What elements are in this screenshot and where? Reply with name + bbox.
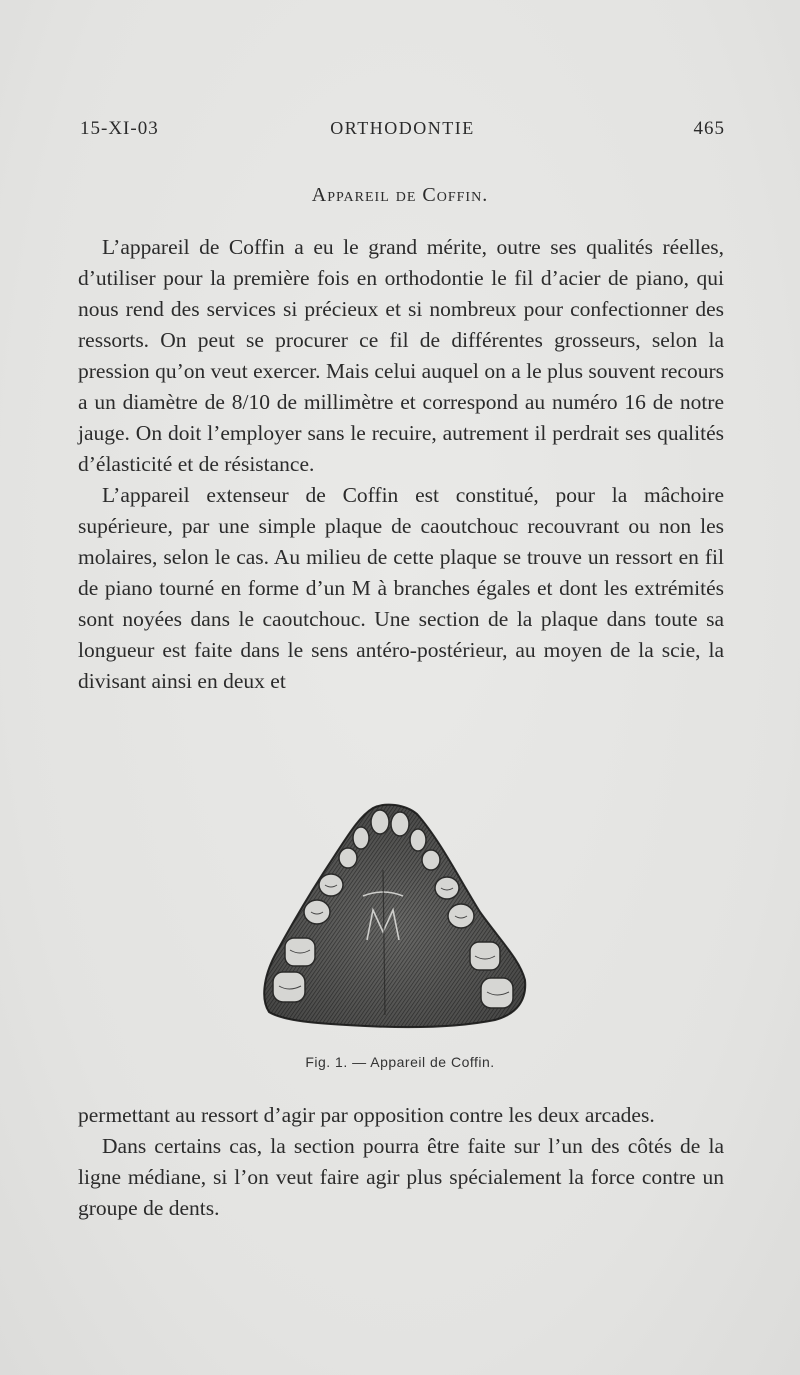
paragraph-continued: permettant au ressort d’agir par opposition contre les deux arcades. (78, 1103, 655, 1127)
figure-dental-plate (255, 800, 535, 1035)
body-text-top (78, 232, 724, 697)
header-journal-title: ORTHODONTIE (330, 118, 475, 138)
paragraph: L’appareil de Coffin a eu le grand mérite, outre ses qualités réelles, d’utiliser pour la première fois en orthodontie le fil d’acier de piano, qui nous rend des services si précieux et si nombreux pour confectionner des ressorts. On peut se procurer ce fil de différentes grosseurs, selon la pression qu’on veut exercer. Mais celui auquel on a le plus souvent recours a un diamètre de 8/10 de millimètre et correspond au numéro 16 de notre jauge. On doit l’employer sans le recuire, autrement il perdrait ses qualités d’élasticité et de résistance. (78, 235, 724, 476)
paragraph: L’appareil extenseur de Coffin est constitué, pour la mâchoire supérieure, par une simple plaque de caoutchouc recouvrant ou non les molaires, selon le cas. Au milieu de cette plaque se trouve un ressort en fil de piano tourné en forme d’un M à branches égales et dont les extrémités sont noyées dans le caoutchouc. Une section de la plaque dans toute sa longueur est faite dans le sens antéro-postérieur, au moyen de la scie, la divisant ainsi en deux et (78, 483, 724, 693)
figure-caption: Fig. 1. — Appareil de Coffin. (305, 1054, 495, 1070)
header-date: 15-XI-03 (80, 118, 159, 139)
page-number: 465 (693, 118, 725, 139)
dental-plate-illustration-icon (255, 800, 535, 1035)
running-head (80, 118, 725, 148)
section-title: Appareil de Coffin. (311, 184, 489, 206)
body-text-bottom (78, 1100, 724, 1224)
paragraph: Dans certains cas, la section pourra être faite sur l’un des côtés de la ligne médiane, si l’on veut faire agir plus spécialement la force contre un groupe de dents. (78, 1134, 724, 1220)
